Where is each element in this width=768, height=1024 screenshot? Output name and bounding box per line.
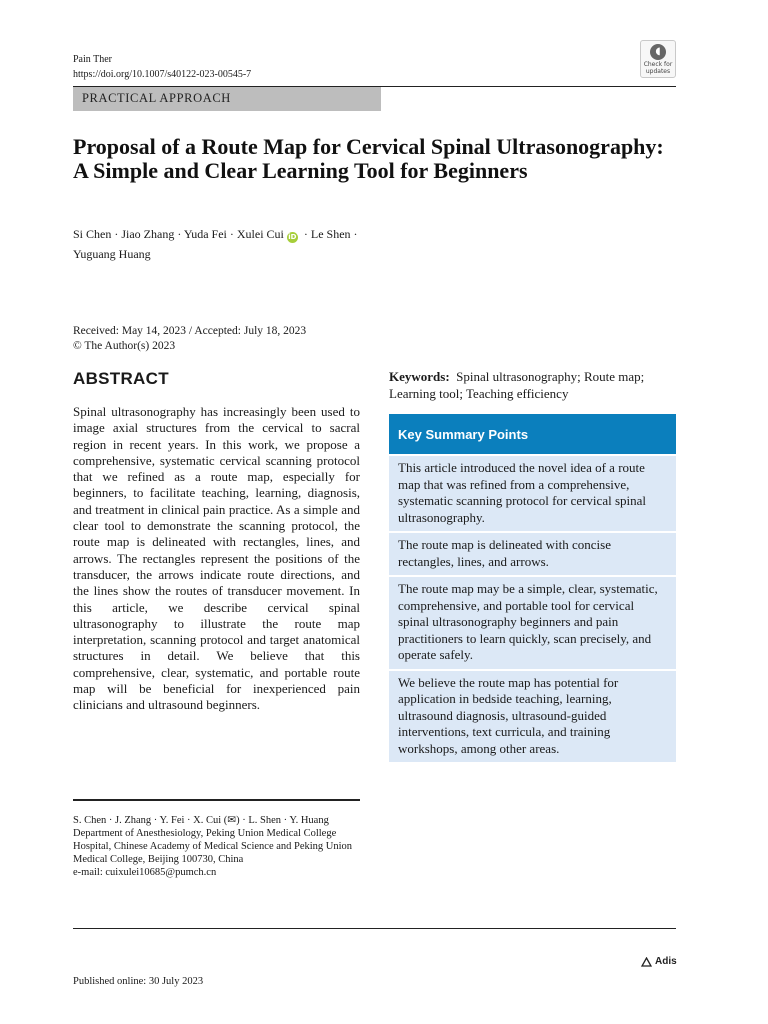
triangle-logo-icon — [641, 957, 652, 967]
check-updates-label: Check for updates — [643, 61, 673, 75]
section-band — [73, 87, 381, 111]
authors-line1-end: · Le Shen · — [300, 227, 358, 241]
publisher-name: Adis — [655, 956, 677, 967]
bookmark-icon: ◖ — [650, 44, 666, 60]
orcid-icon[interactable]: iD — [288, 233, 297, 241]
keywords-label: Keywords: — [389, 369, 450, 384]
article-dates — [73, 324, 306, 354]
journal-name: Pain Ther — [73, 54, 112, 65]
affiliation-department: Department of Anesthesiology, Peking Union Medical College Hospital, Chinese Academy of Medical Science and Peking Union Medical College, Beijing 100730, China — [73, 828, 353, 865]
authors-line2: Yuguang Huang — [73, 247, 151, 261]
received-accepted: Received: May 14, 2023 / Accepted: July 18, 2023 — [73, 325, 307, 337]
doi-link[interactable]: https://doi.org/10.1007/s40122-023-00545-7 — [73, 69, 252, 80]
article-title: Proposal of a Route Map for Cervical Spinal Ultrasonography: A Simple and Clear Learning Tool for Beginners — [73, 134, 664, 183]
section-label: PRACTICAL APPROACH — [82, 91, 231, 105]
summary-point: This article introduced the novel idea of a route map that was refined from a comprehensive, systematic scanning protocol for cervical spinal ultrasonography. — [389, 454, 676, 531]
affiliation-email[interactable]: e-mail: cuixulei10685@pumch.cn — [73, 867, 217, 878]
authors-line1: Si Chen · Jiao Zhang · Yuda Fei · Xulei Cui — [73, 227, 284, 241]
publisher-logo — [641, 956, 677, 967]
check-for-updates-badge[interactable] — [640, 40, 676, 78]
affiliation-block — [73, 814, 363, 879]
affiliation-authors: S. Chen · J. Zhang · Y. Fei · X. Cui (✉) · L. Shen · Y. Huang — [73, 815, 329, 826]
keywords — [389, 368, 679, 402]
summary-point: The route map is delineated with concise rectangles, lines, and arrows. — [389, 531, 676, 575]
keywords-text: Spinal ultrasonography; Route map; Learning tool; Teaching efficiency — [389, 369, 645, 401]
summary-point: We believe the route map has potential for application in bedside teaching, learning, ultrasound diagnosis, ultrasound-guided interventions, text curricula, and training workshops, among other areas. — [389, 669, 676, 763]
published-date: Published online: 30 July 2023 — [73, 976, 204, 987]
abstract-heading: ABSTRACT — [73, 369, 169, 388]
summary-point: The route map may be a simple, clear, systematic, comprehensive, and portable tool for cervical spinal ultrasonography beginners and pain practitioners to learn quickly, scan precisely, and operate safely. — [389, 575, 676, 669]
abstract-text: Spinal ultrasonography has increasingly been used to image axial structures from the cervical to sacral region in recent years. In this work, we propose a comprehensive, systematic cervical scanning protocol that we refined as a route map, especially for beginners, to facilitate teaching, learning, diagnosis, and treatment in clinical pain practice. As a simple and clear tool to demonstrate the scanning protocol, the route map is delineated with rectangles, lines, and arrows. The rectangles represent the positions of the transducer, the arrows indicate route directions, and the lines show the routes of transducer movement. In this article, we describe cervical spinal ultrasonography to illustrate the route map interpretation, scanning protocol and target anatomical structures in detail. We believe that this comprehensive, clear, systematic, and portable route map will be beneficial for inexperienced pain clinicians and ultrasound beginners. — [73, 404, 360, 713]
key-summary-box — [389, 414, 676, 762]
copyright: © The Author(s) 2023 — [73, 340, 176, 352]
author-list — [73, 224, 413, 264]
journal-header — [73, 52, 251, 82]
footer-rule — [73, 928, 676, 929]
key-summary-heading: Key Summary Points — [389, 414, 676, 454]
affiliation-rule — [73, 799, 360, 801]
